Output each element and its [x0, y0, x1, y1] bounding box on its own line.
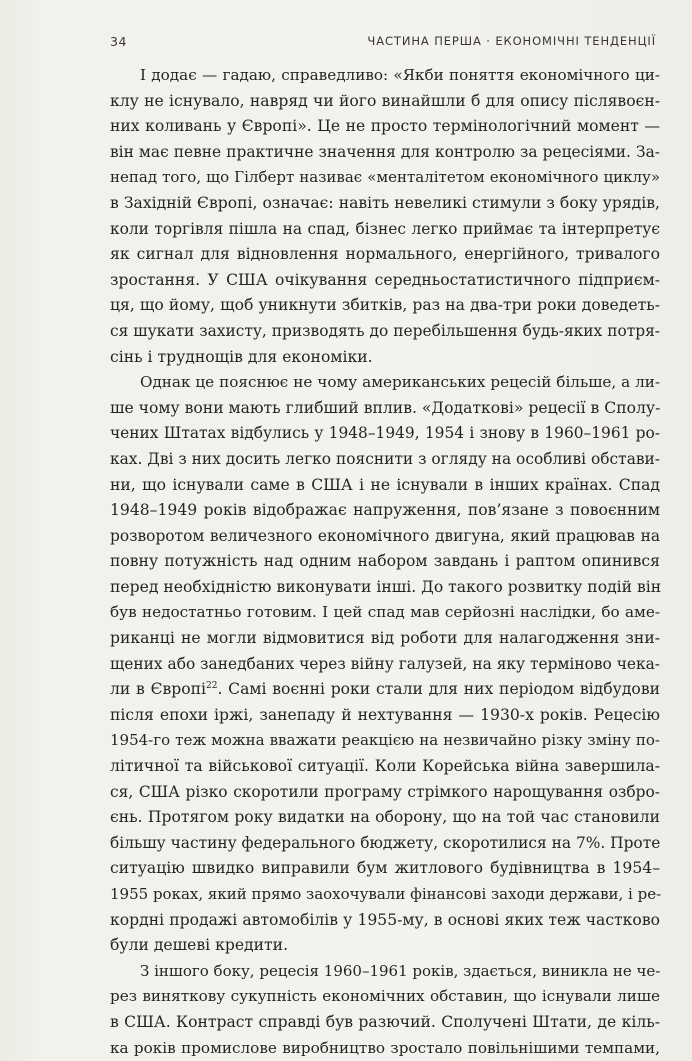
- text-line: сінь і труднощів для економіки.: [110, 347, 373, 366]
- text-line: 1948–1949 років відображає напруження, пов’язане з повоєнним: [110, 501, 660, 520]
- text-fragment: ли в Європі: [110, 680, 207, 699]
- text-fragment: . Самі воєнні роки стали для них періодом відбудови: [217, 680, 660, 699]
- text-line: ка років промислове виробництво зростало повільнішими темпами,: [110, 1038, 660, 1057]
- text-line: після епохи іржі, занепаду й нехтування — 1930-х років. Рецесію: [110, 705, 660, 724]
- text-line: ся шукати захисту, призводять до перебільшення будь-яких потря-: [110, 321, 660, 340]
- text-line-with-footnote: [110, 677, 660, 703]
- text-line: ше чому вони мають глибший вплив. «Додаткові» рецесії в Сполу-: [110, 398, 661, 417]
- text-line: них коливань у Європі». Це не просто термінологічний момент —: [110, 117, 660, 136]
- paragraph-2: [110, 370, 660, 959]
- text-line: більшу частину федерального бюджету, скоротилися на 7%. Проте: [110, 833, 661, 852]
- section-title: ЧАСТИНА ПЕРША · ЕКОНОМІЧНІ ТЕНДЕНЦІЇ: [367, 34, 656, 48]
- text-line: Однак це пояснює не чому американських рецесій більше, а ли-: [140, 373, 660, 392]
- text-line: розворотом величезного економічного двигуна, який працював на: [110, 526, 660, 545]
- paragraph-1: [110, 63, 660, 370]
- text-line: З іншого боку, рецесія 1960–1961 років, здається, виникла не че-: [140, 961, 661, 980]
- running-header: [110, 34, 656, 54]
- footnote-reference[interactable]: 22: [206, 681, 218, 692]
- text-line: клу не існувало, навряд чи його винайшли б для опису післявоєн-: [110, 91, 660, 110]
- paragraph-3: [110, 959, 660, 1061]
- text-line: кордні продажі автомобілів у 1955-му, в основі яких теж частково: [110, 910, 660, 929]
- text-line: зростання. У США очікування середньостатистичного підприєм-: [110, 270, 660, 289]
- body-text: [110, 63, 660, 1061]
- text-line: як сигнал для відновлення нормального, енергійного, тривалого: [110, 245, 660, 264]
- text-line: непад того, що Гілберт називає «менталітетом економічного циклу»: [110, 168, 660, 187]
- text-line: риканці не могли відмовитися від роботи для налагодження зни-: [110, 629, 660, 648]
- text-line: 1954-го теж можна вважати реакцією на незвичайно різку зміну по-: [110, 731, 660, 750]
- text-line: 1955 роках, який прямо заохочували фінансові заходи держави, і ре-: [110, 885, 662, 903]
- text-line: повну потужність над одним набором завдань і раптом опинився: [110, 552, 660, 571]
- text-line: рез виняткову сукупність економічних обставин, що існували лише: [110, 987, 660, 1006]
- text-line: в США. Контраст справді був разючий. Сполучені Штати, де кіль-: [110, 1012, 660, 1031]
- text-line: ках. Дві з них досить легко пояснити з огляду на особливі обстави-: [110, 449, 660, 468]
- text-line: єнь. Протягом року видатки на оборону, що на той час становили: [110, 808, 660, 827]
- text-line: були дешеві кредити.: [110, 936, 289, 955]
- text-line: чених Штатах відбулись у 1948–1949, 1954 і знову в 1960–1961 ро-: [110, 424, 660, 443]
- text-line: І додає — гадаю, справедливо: «Якби поняття економічного ци-: [140, 66, 660, 84]
- text-line: він має певне практичне значення для контролю за рецесіями. За-: [110, 142, 660, 161]
- text-line: в Західній Європі, означає: навіть невеликі стимули з боку урядів,: [110, 193, 660, 212]
- text-line: ни, що існували саме в США і не існували в інших країнах. Спад: [110, 475, 660, 494]
- text-line: ся, США різко скоротили програму стрімкого нарощування озбро-: [110, 782, 660, 801]
- text-line: був недостатньо готовим. І цей спад мав серйозні наслідки, бо аме-: [110, 603, 660, 622]
- text-line: щених або занедбаних через війну галузей, на яку терміново чека-: [110, 654, 660, 673]
- text-line: ця, що йому, щоб уникнути збитків, раз на два-три роки доведеть-: [110, 296, 660, 315]
- page-number: 34: [110, 34, 127, 49]
- text-line: літичної та військової ситуації. Коли Корейська війна завершила-: [110, 757, 660, 776]
- text-line: ситуацію швидко виправили бум житлового будівництва в 1954–: [110, 859, 660, 878]
- text-line: коли торгівля пішла на спад, бізнес легко приймає та інтерпретує: [110, 219, 660, 238]
- text-line: перед необхідністю виконувати інші. До такого розвитку подій він: [110, 577, 662, 596]
